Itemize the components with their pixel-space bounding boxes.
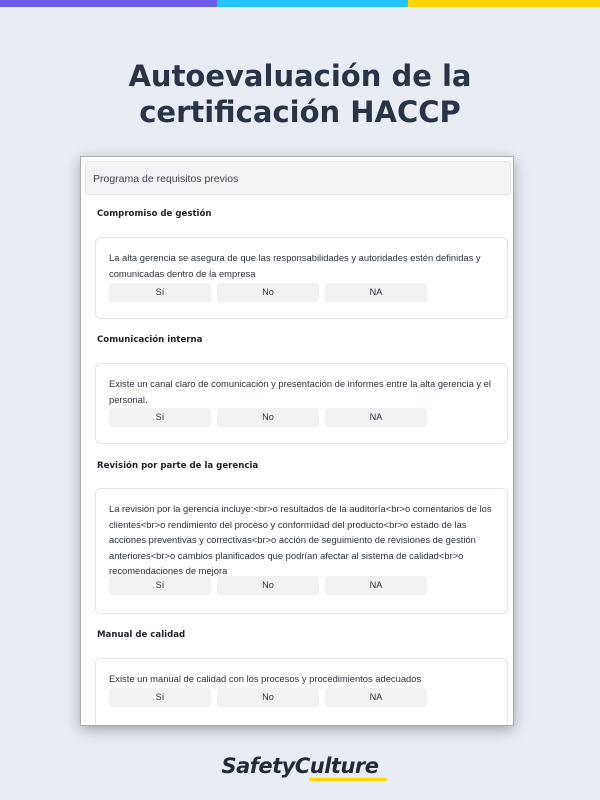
answer-options: [96, 576, 427, 595]
section-title-internal-communication: Comunicación interna: [97, 335, 203, 345]
top-bar-yellow: [408, 0, 600, 7]
question-card-quality-manual: [95, 658, 508, 725]
brand-logo-text: SafetyCulture: [221, 754, 379, 778]
question-text: Existe un canal claro de comunicación y presentación de informes entre la alta gerencia y el personal.: [109, 378, 491, 405]
answer-na-button[interactable]: NA: [325, 283, 427, 302]
answer-yes-button[interactable]: Sí: [109, 283, 211, 302]
answer-no-button[interactable]: No: [217, 688, 319, 707]
answer-yes-button[interactable]: Sí: [109, 408, 211, 427]
section-title-management-commitment: Compromiso de gestión: [97, 209, 212, 219]
answer-no-button[interactable]: No: [217, 576, 319, 595]
top-bar-purple: [0, 0, 217, 7]
top-bar-blue: [217, 0, 408, 7]
top-color-bar: [0, 0, 600, 7]
section-title-quality-manual: Manual de calidad: [97, 630, 186, 640]
answer-na-button[interactable]: NA: [325, 688, 427, 707]
question-card-management-review: [95, 488, 508, 614]
answer-yes-button[interactable]: Sí: [109, 688, 211, 707]
answer-no-button[interactable]: No: [217, 408, 319, 427]
answer-options: [96, 283, 427, 302]
page-title: [0, 58, 600, 130]
answer-yes-button[interactable]: Sí: [109, 576, 211, 595]
answer-no-button[interactable]: No: [217, 283, 319, 302]
answer-na-button[interactable]: NA: [325, 576, 427, 595]
question-text: La revisión por la gerencia incluye:<br>o resultados de la auditoría<br>o comentarios de los clientes<br>o rendimiento del proceso y conformidad del producto<br>o estado de las acciones preventivas y correctivas<br>o acción de seguimiento de revisiones de gestión anteriores<br>o cambios planificados que podrían afectar al sistema de calidad<br>o recomendaciones de mejora: [109, 503, 492, 577]
checklist-form-card: [81, 157, 513, 725]
page-title-line-2: certificación HACCP: [139, 95, 461, 129]
section-title-management-review: Revisión por parte de la gerencia: [97, 461, 259, 471]
question-card-management-commitment: [95, 237, 508, 319]
page-title-line-1: Autoevaluación de la: [128, 59, 472, 93]
question-text: La alta gerencia se asegura de que las responsabilidades y autoridades estén definidas y comunicadas dentro de la empresa: [109, 252, 481, 279]
answer-na-button[interactable]: NA: [325, 408, 427, 427]
form-section-header: Programa de requisitos previos: [85, 161, 511, 195]
answer-options: [96, 408, 427, 427]
question-card-internal-communication: [95, 363, 508, 444]
brand-logo: [0, 754, 600, 778]
logo-swoosh-icon: [309, 778, 387, 781]
question-text: Existe un manual de calidad con los procesos y procedimientos adecuados: [109, 673, 422, 684]
answer-options: [96, 688, 427, 707]
